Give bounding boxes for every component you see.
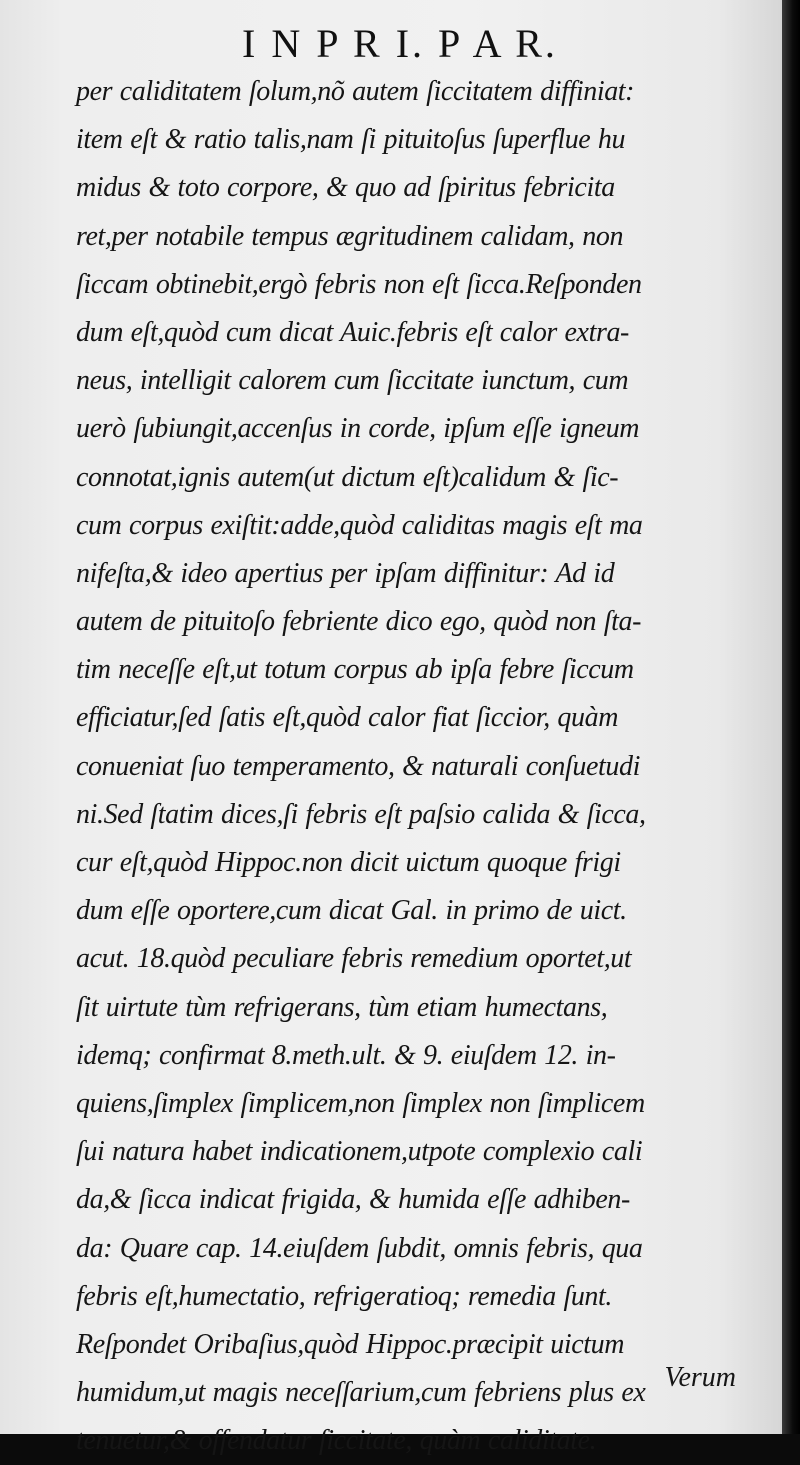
text-line: ſui natura habet indicationem,utpote complexio cali xyxy=(76,1136,643,1168)
text-line: tim neceſſe eſt,ut totum corpus ab ipſa febre ſiccum xyxy=(76,654,634,686)
text-line: dum eſſe oportere,cum dicat Gal. in primo de uict. xyxy=(76,895,627,927)
text-line: uerò ſubiungit,accenſus in corde, ipſum eſſe igneum xyxy=(76,413,640,445)
text-line: neus, intelligit calorem cum ſiccitate iunctum, cum xyxy=(76,365,629,397)
text-line: autem de pituitoſo febriente dico ego, quòd non ſta- xyxy=(76,606,641,638)
text-line: da,& ſicca indicat frigida, & humida eſſe adhiben- xyxy=(76,1184,630,1216)
running-header: I N P R I. P A R. xyxy=(242,21,558,66)
catchword: Verum xyxy=(664,1362,736,1393)
text-line: acut. 18.quòd peculiare febris remedium oportet,ut xyxy=(76,943,632,975)
text-line: Reſpondet Oribaſius,quòd Hippoc.præcipit uictum xyxy=(76,1328,625,1360)
text-line: quiens,ſimplex ſimplicem,non ſimplex non ſimplicem xyxy=(76,1087,645,1119)
text-line: febris eſt,humectatio, refrigeratioq; remedia ſunt. xyxy=(76,1280,612,1312)
text-line: ni.Sed ſtatim dices,ſi febris eſt paſsio calida & ſicca, xyxy=(76,798,646,830)
text-line: ret,per notabile tempus ægritudinem calidam, non xyxy=(76,220,624,252)
text-line: midus & toto corpore, & quo ad ſpiritus febricita xyxy=(76,172,615,204)
text-block xyxy=(76,68,760,1465)
text-line: nifeſta,& ideo apertius per ipſam diffinitur: Ad id xyxy=(76,557,615,589)
text-line: item eſt & ratio talis,nam ſi pituitoſus ſuperflue hu xyxy=(76,124,626,156)
text-line: cum corpus exiſtit:adde,quòd caliditas magis eſt ma xyxy=(76,509,643,541)
text-line: ſiccam obtinebit,ergò febris non eſt ſicca.Reſponden xyxy=(76,268,642,300)
text-line: dum eſt,quòd cum dicat Auic.febris eſt calor extra- xyxy=(76,316,629,348)
text-line: connotat,ignis autem(ut dictum eſt)calidum & ſic- xyxy=(76,461,619,493)
text-line: efficiatur,ſed ſatis eſt,quòd calor fiat ſiccior, quàm xyxy=(76,702,619,734)
text-line: idemq; confirmat 8.meth.ult. & 9. eiuſdem 12. in- xyxy=(76,1039,616,1071)
text-line: da: Quare cap. 14.eiuſdem ſubdit, omnis febris, qua xyxy=(76,1232,643,1264)
text-line: tenuetur,& offendatur ſiccitate, quàm caliditate. xyxy=(76,1425,597,1457)
text-line: per caliditatem ſolum,nõ autem ſiccitatem diffiniat: xyxy=(76,76,635,107)
text-line: humidum,ut magis neceſſarium,cum febriens plus ex xyxy=(76,1377,646,1409)
text-line: conueniat ſuo temperamento, & naturali conſuetudi xyxy=(76,750,640,782)
text-line: ſit uirtute tùm refrigerans, tùm etiam humectans, xyxy=(76,991,608,1023)
text-line: cur eſt,quòd Hippoc.non dicit uictum quoque frigi xyxy=(76,847,621,878)
book-spine-shadow xyxy=(782,0,800,1434)
